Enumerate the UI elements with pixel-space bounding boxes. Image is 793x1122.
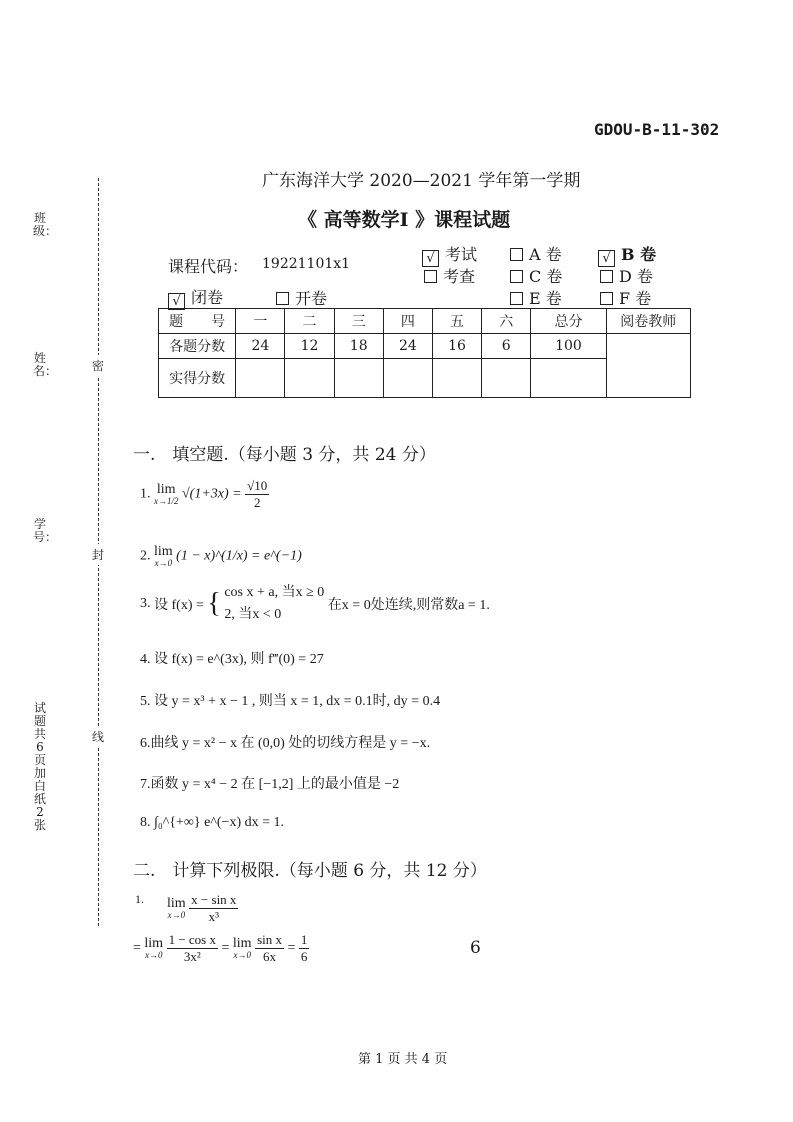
actual-cell[interactable] — [432, 359, 481, 398]
table-row-header — [159, 309, 691, 334]
option-paper-a[interactable]: A 卷 — [510, 242, 562, 265]
option-exam[interactable]: √ 考试 — [422, 242, 477, 267]
checkbox-icon — [276, 292, 289, 305]
header-cell: 题 号 — [159, 309, 236, 334]
section2-question-1: 1. lim x→0 $\frac{\text{x − sin x}}{\text{x³}}$ — [135, 892, 237, 924]
question-1: 1. lim x→1/2 √(1+3x) = $\frac{√10}{2}$ — [140, 478, 268, 510]
fraction: $\frac{\text{1 − cos x}}{\text{3x²}}$ — [168, 932, 216, 964]
header-cell: 五 — [432, 309, 481, 334]
actual-cell[interactable] — [482, 359, 531, 398]
seal-feng: 封 — [92, 544, 104, 565]
fraction: $\frac{\text{x − sin x}}{\text{x³}}$ — [191, 892, 237, 924]
checkbox-icon — [600, 292, 613, 305]
header-cell: 一 — [236, 309, 285, 334]
points-cell: 18 — [334, 334, 383, 359]
checkbox-icon — [510, 270, 523, 283]
actual-cell[interactable] — [531, 359, 606, 398]
seal-xian: 线 — [92, 726, 104, 747]
points-cell: 6 — [482, 334, 531, 359]
limit-operator: lim x→0 — [144, 936, 164, 960]
fraction: $\frac{\text{sin x}}{6x}$ — [257, 932, 282, 964]
limit-operator: lim x→1/2 — [154, 482, 179, 506]
points-cell: 24 — [383, 334, 432, 359]
table-row-points — [159, 334, 691, 359]
option-open-book[interactable]: 开卷 — [276, 286, 327, 309]
check-mark-icon: √ — [598, 250, 615, 267]
header-cell: 阅卷教师 — [606, 309, 690, 334]
points-cell: 100 — [531, 334, 606, 359]
document-code: GDOU-B-11-302 — [594, 120, 720, 139]
section2-solution: = lim x→0 $\frac{\text{1 − cos x}}{\text{3x²}}$ = lim x→0 $\frac{\text{sin x}}{6x}$ = $\frac{1}{6}$ — [133, 932, 308, 964]
actual-cell[interactable] — [383, 359, 432, 398]
question-7: 7.函数 y = x⁴ − 2 在 [−1,2] 上的最小值是 −2 — [140, 777, 400, 792]
grader-cell[interactable] — [606, 334, 690, 398]
points-cell: 16 — [432, 334, 481, 359]
option-paper-b[interactable]: √ B 卷 — [598, 242, 656, 267]
option-paper-f[interactable]: F 卷 — [600, 286, 651, 309]
course-code-value: 19221101x1 — [262, 256, 351, 272]
page-footer: 第 1 页 共 4 页 — [358, 1052, 448, 1067]
actual-cell[interactable] — [334, 359, 383, 398]
actual-cell[interactable] — [285, 359, 334, 398]
header-cell: 总分 — [531, 309, 606, 334]
question-6: 6.曲线 y = x² − x 在 (0,0) 处的切线方程是 y = −x. — [140, 736, 431, 751]
pages-label: 试题共6页 加白纸2张 — [33, 701, 46, 832]
university-line: 广东海洋大学 2020—2021 学年第一学期 — [262, 171, 581, 191]
fraction: $\frac{√10}{2}$ — [247, 478, 268, 510]
points-cell: 24 — [236, 334, 285, 359]
header-cell: 六 — [482, 309, 531, 334]
class-label: 班级： — [33, 211, 58, 238]
score-note: 6 — [470, 938, 481, 958]
piecewise-cases: cos x + a, 当x ≥ 0 2, 当x < 0 — [224, 585, 325, 622]
row-label: 各题分数 — [159, 334, 236, 359]
student-id-label: 学号： — [33, 517, 58, 544]
limit-operator: lim x→0 — [154, 544, 173, 568]
option-closed-book[interactable]: √ 闭卷 — [168, 285, 223, 310]
limit-operator: lim x→0 — [167, 896, 186, 920]
question-4: 4. 设 f(x) = e^(3x), 则 f‴(0) = 27 — [140, 652, 324, 667]
brace-icon: { — [207, 588, 221, 619]
checkbox-icon — [510, 248, 523, 261]
checkbox-icon — [424, 270, 437, 283]
section1-title: 一. 填空题.（每小题 3 分，共 24 分） — [133, 445, 436, 465]
header-cell: 四 — [383, 309, 432, 334]
actual-cell[interactable] — [236, 359, 285, 398]
limit-operator: lim x→0 — [232, 936, 252, 960]
fraction: $\frac{1}{6}$ — [300, 932, 308, 964]
option-paper-d[interactable]: D 卷 — [600, 264, 653, 287]
check-mark-icon: √ — [168, 293, 185, 310]
option-check[interactable]: 考查 — [424, 264, 475, 287]
header-cell: 三 — [334, 309, 383, 334]
option-paper-e[interactable]: E 卷 — [510, 286, 562, 309]
seal-mi: 密 — [92, 355, 104, 376]
checkbox-icon — [600, 270, 613, 283]
question-5: 5. 设 y = x³ + x − 1 , 则当 x = 1, dx = 0.1时, dy = 0.4 — [140, 694, 441, 709]
score-table — [158, 308, 691, 398]
points-cell: 12 — [285, 334, 334, 359]
question-8: 8. ∫₀^{+∞} e^(−x) dx = 1. — [140, 815, 284, 830]
section2-title: 二. 计算下列极限.（每小题 6 分，共 12 分） — [133, 861, 487, 881]
question-2: 2. lim x→0 (1 − x)^(1/x) = e^(−1) — [140, 544, 302, 568]
course-code-label: 课程代码： — [168, 257, 249, 276]
checkbox-icon — [510, 292, 523, 305]
header-cell: 二 — [285, 309, 334, 334]
check-mark-icon: √ — [422, 250, 439, 267]
question-3: 3. 设 f(x) = { cos x + a, 当x ≥ 0 2, 当x < 0 在x = 0处连续,则常数a = 1. — [140, 582, 490, 626]
row-label: 实得分数 — [159, 359, 236, 398]
course-title: 《 高等数学Ⅰ 》课程试题 — [298, 209, 511, 231]
name-label: 姓名： — [33, 351, 58, 378]
option-paper-c[interactable]: C 卷 — [510, 264, 562, 287]
